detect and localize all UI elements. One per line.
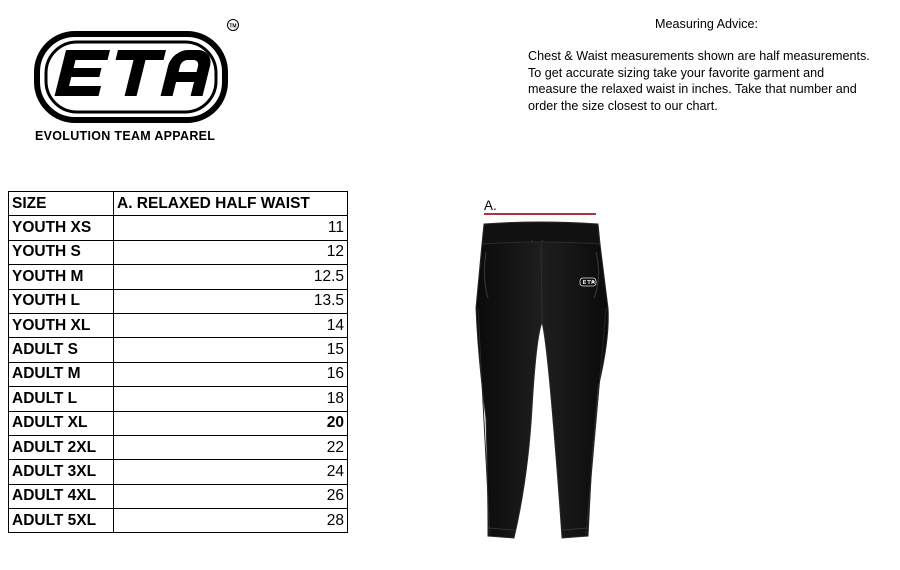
size-cell: ADULT 4XL: [9, 484, 114, 508]
table-row: [9, 435, 348, 459]
table-row: [9, 460, 348, 484]
size-cell: ADULT 3XL: [9, 460, 114, 484]
size-cell: YOUTH L: [9, 289, 114, 313]
waist-measure-line: [484, 213, 596, 215]
size-cell: YOUTH M: [9, 265, 114, 289]
size-cell: ADULT XL: [9, 411, 114, 435]
waist-cell: 11: [114, 216, 348, 240]
size-cell: ADULT 2XL: [9, 435, 114, 459]
brand-logo: [34, 18, 244, 148]
brand-tagline: EVOLUTION TEAM APPAREL: [35, 129, 216, 143]
table-row: [9, 216, 348, 240]
advice-title: Measuring Advice:: [655, 17, 758, 31]
table-row: [9, 289, 348, 313]
table-row: [9, 484, 348, 508]
size-cell: YOUTH XL: [9, 313, 114, 337]
size-cell: YOUTH XS: [9, 216, 114, 240]
waist-cell: 15: [114, 338, 348, 362]
header-size: SIZE: [9, 192, 114, 216]
size-cell: YOUTH S: [9, 240, 114, 264]
waist-cell: 16: [114, 362, 348, 386]
size-cell: ADULT 5XL: [9, 509, 114, 533]
pants-illustration: [470, 218, 620, 548]
measure-label-a: A.: [484, 198, 497, 213]
waist-cell: 13.5: [114, 289, 348, 313]
waist-cell: 22: [114, 435, 348, 459]
table-row: [9, 338, 348, 362]
table-row: [9, 313, 348, 337]
waist-cell: 18: [114, 387, 348, 411]
table-row: [9, 240, 348, 264]
table-row: [9, 265, 348, 289]
table-header-row: [9, 192, 348, 216]
header-relaxed-half-waist: A. RELAXED HALF WAIST: [114, 192, 348, 216]
waist-cell: 12: [114, 240, 348, 264]
size-cell: ADULT M: [9, 362, 114, 386]
table-row: [9, 387, 348, 411]
eta-logo-icon: [34, 18, 244, 126]
measuring-advice: [528, 16, 893, 114]
waist-cell: 12.5: [114, 265, 348, 289]
size-cell: ADULT S: [9, 338, 114, 362]
size-cell: ADULT L: [9, 387, 114, 411]
size-chart-table: [8, 191, 348, 533]
advice-body: Chest & Waist measurements shown are half measurements. To get accurate sizing take your favorite garment and measure the relaxed waist in inches. Take that number and order the size closest to our chart.: [528, 49, 870, 113]
table-row: [9, 509, 348, 533]
waist-cell: 28: [114, 509, 348, 533]
table-row: [9, 411, 348, 435]
waist-cell: 14: [114, 313, 348, 337]
trademark-mark: TM: [229, 23, 237, 30]
table-row: [9, 362, 348, 386]
waist-cell: 24: [114, 460, 348, 484]
waist-cell: 20: [114, 411, 348, 435]
waist-cell: 26: [114, 484, 348, 508]
